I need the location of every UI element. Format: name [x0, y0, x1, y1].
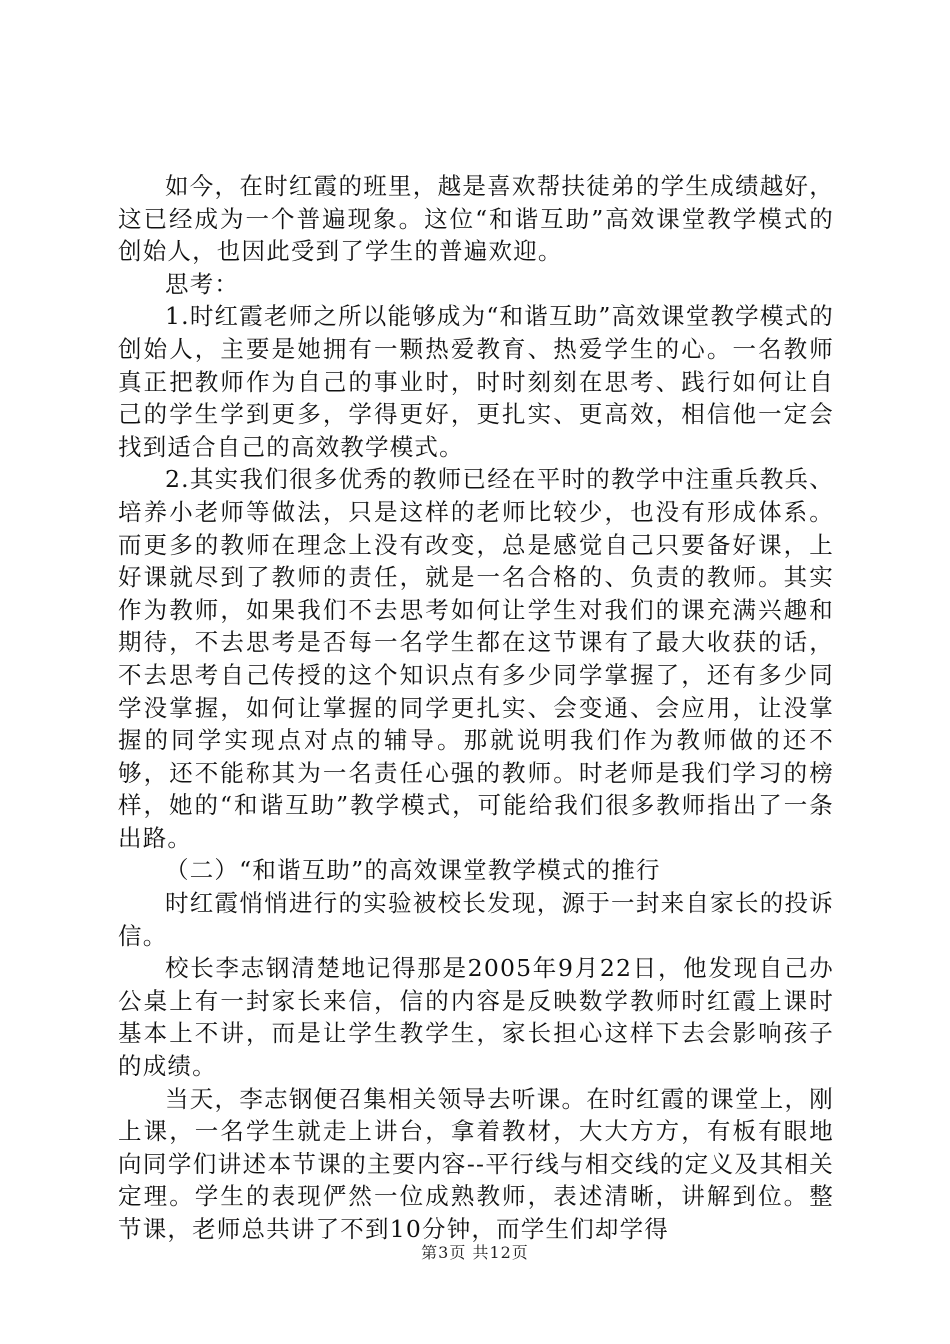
paragraph: 思考： — [165, 269, 240, 298]
paragraph: 1.时红霞老师之所以能够成为“和谐互助”高效课堂教学模式的创始人，主要是她拥有一颗热爱教育、热爱学生的心。一名教师真正把教师作为自己的事业时，时时刻刻在思考、践行如何让自己的学生学到更多，学得更好，更扎实、更高效，相信他一定会找到适合自己的高效教学模式。 — [118, 302, 834, 461]
document-body — [118, 170, 834, 1246]
page-footer: 第3页 共12页 — [421, 1243, 529, 1262]
paragraph: 2.其实我们很多优秀的教师已经在平时的教学中注重兵教兵、培养小老师等做法，只是这样的老师比较少，也没有形成体系。而更多的教师在理念上没有改变，总是感觉自己只要备好课，上好课就尽到了教师的责任，就是一名合格的、负责的教师。其实作为教师，如果我们不去思考如何让学生对我们的课充满兴趣和期待，不去思考是否每一名学生都在这节课有了最大收获的话，不去思考自己传授的这个知识点有多少同学掌握了，还有多少同学没掌握，如何让掌握的同学更扎实、会变通、会应用，让没掌握的同学实现点对点的辅导。那就说明我们作为教师做的还不够，还不能称其为一名责任心强的教师。时老师是我们学习的榜样，她的“和谐互助”教学模式，可能给我们很多教师指出了一条出路。 — [118, 465, 834, 852]
paragraph: 如今，在时红霞的班里，越是喜欢帮扶徒弟的学生成绩越好，这已经成为一个普遍现象。这位“和谐互助”高效课堂教学模式的创始人，也因此受到了学生的普遍欢迎。 — [118, 172, 834, 266]
paragraph: 时红霞悄悄进行的实验被校长发现，源于一封来自家长的投诉信。 — [118, 889, 834, 950]
paragraph: 当天，李志钢便召集相关领导去听课。在时红霞的课堂上，刚上课，一名学生就走上讲台，拿着教材，大大方方，有板有眼地向同学们讲述本节课的主要内容--平行线与相交线的定义及其相关定理。学生的表现俨然一位成熟教师，表述清晰，讲解到位。整节课，老师总共讲了不到10分钟，而学生们却学得 — [118, 1084, 834, 1243]
paragraph: 校长李志钢清楚地记得那是2005年9月22日，他发现自己办公桌上有一封家长来信，信的内容是反映数学教师时红霞上课时基本上不讲，而是让学生教学生，家长担心这样下去会影响孩子的成绩。 — [118, 954, 834, 1081]
section-heading: （二）“和谐互助”的高效课堂教学模式的推行 — [165, 856, 661, 885]
